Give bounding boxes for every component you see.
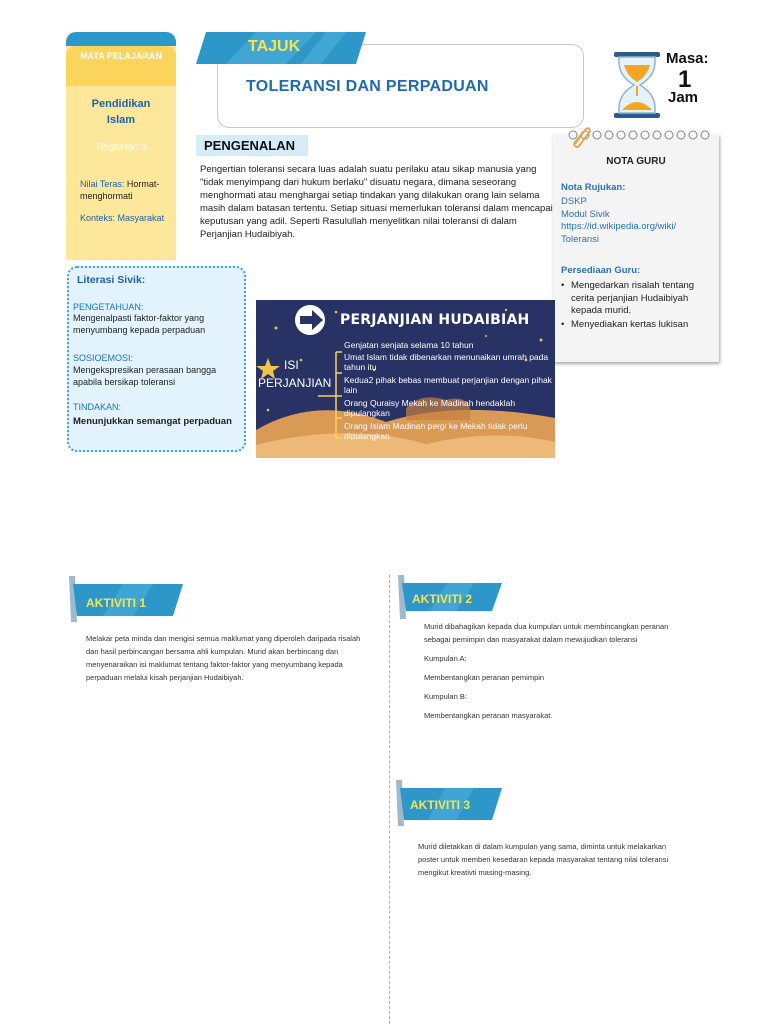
- konteks-value: Masyarakat: [117, 213, 165, 223]
- preparation-item: • Menyediakan kertas lukisan: [561, 319, 711, 332]
- hudaibiah-side-top: ISI: [284, 358, 299, 372]
- hudaibiah-item: Orang Islam Madinah pergi ke Mekah tidak perlu dipulangkan: [344, 421, 528, 441]
- konteks: [80, 212, 176, 224]
- intro-text: Pengertian toleransi secara luas adalah suatu perilaku atau sikap manusia yang "tidak menyimpang dari hukum berlaku" disuatu negara, dimana seseorang menghormati atau menghargai setiap tindakan yang dilakukan orang lain selama masih dalam batasan tertentu. Setiap situasi memerlukan toleransi dalam mencapai keputusan yang adil. Seperti Rasulullah menyelitkan nilai toleransi di dalam Perjanjian Hudaibiyah.: [200, 164, 553, 240]
- reference-item: DSKP: [561, 196, 587, 207]
- hourglass-icon: [612, 52, 662, 118]
- time-value: 1: [678, 66, 692, 93]
- activity-2-text: [424, 620, 688, 722]
- page-title: TOLERANSI DAN PERPADUAN: [246, 78, 489, 95]
- activity-1-paragraph: Melakar peta minda dan mengisi semua maklumat yang diperoleh daripada risalah dan hasil perbincangan bersama ahli kumpulan. Murid akan berbincang dan menyenaraikan isi maklumat tentang faktor-faktor yang menyumbang kepada perpaduan melalui kisah perjanjian Hudaibiyah.: [86, 634, 361, 682]
- hudaibiah-item: Kedua2 pihak bebas membuat perjanjian dengan pihak lain: [344, 375, 552, 395]
- socioemotion-text: Mengekspresikan perasaan bangga apabila bersikap toleransi: [73, 365, 217, 387]
- action-label: TINDAKAN:: [73, 402, 122, 412]
- hudaibiah-item: Umat Islam tidak dibenarkan menunaikan umrah pada tahun itu: [344, 352, 549, 372]
- activity-3-paragraph: Murid diletakkan di dalam kumpulan yang sama, diminta untuk melakarkan poster untuk memberi kesedaran kepada masyarakat tentang nilai toleransi mengikut kreativti masing-masing.: [418, 842, 669, 877]
- time-label: Masa:: [666, 50, 709, 67]
- subject-level: Tingkatan 3: [95, 142, 147, 153]
- activity-2-group-b-task: Membentangkan peranan masyarakat.: [424, 711, 553, 720]
- civic-literacy-box: [67, 266, 246, 452]
- activity-2-label: AKTIVITI 2: [412, 592, 473, 606]
- activity-3-text: [418, 840, 680, 879]
- teacher-note-title: NOTA GURU: [606, 156, 666, 167]
- hudaibiah-title: PERJANJIAN HUDAIBIAH: [340, 312, 530, 328]
- reference-link[interactable]: https://id.wikipedia.org/wiki/: [561, 221, 677, 232]
- activity-1-text: [86, 632, 364, 684]
- teacher-note: [553, 134, 719, 362]
- time-unit: Jam: [668, 89, 699, 106]
- nilai-teras: [80, 178, 170, 202]
- nilai-teras-value: Hormat-menghormati: [80, 179, 160, 201]
- intro-heading: PENGENALAN: [196, 135, 308, 156]
- subject-card: [66, 46, 176, 260]
- reference-label: Nota Rujukan:: [561, 182, 626, 193]
- preparation-item: • Mengedarkan risalah tentang cerita perjanjian Hudaibiyah kepada murid.: [561, 280, 711, 318]
- subject-header: MATA PELAJARAN: [80, 51, 162, 61]
- hudaibiah-item: Genjatan senjata selama 10 tahun: [344, 340, 474, 350]
- activity-2-group-b: Kumpulan B:: [424, 692, 467, 701]
- activity-3-label: AKTIVITI 3: [410, 798, 471, 812]
- activity-2-group-a: Kumpulan A:: [424, 654, 467, 663]
- preparation-list: [561, 280, 711, 332]
- preparation-label: Persediaan Guru:: [561, 265, 641, 276]
- activity-1-label: AKTIVITI 1: [86, 596, 147, 610]
- subject-name: Pendidikan Islam: [91, 98, 151, 126]
- knowledge-text: Mengenalpasti faktor-faktor yang menyumbang kepada perpaduan: [73, 313, 206, 335]
- activity-2-paragraph: Murid dibahagikan kepada dua kumpulan untuk membincangkan peranan sebagai pemimpin dan masyarakat dalam mewujudkan toleransi: [424, 622, 669, 644]
- activity-2-group-a-task: Membentangkan peranan pemimpin: [424, 673, 545, 682]
- reference-item: Toleransi: [561, 233, 600, 245]
- konteks-label: Konteks:: [80, 213, 116, 223]
- civic-literacy-title: Literasi Sivik:: [77, 274, 146, 286]
- hudaibiah-side-bottom: PERJANJIAN: [258, 376, 332, 390]
- reference-item: Modul Sivik: [561, 208, 610, 220]
- socioemotion-label: SOSIOEMOSI:: [73, 353, 134, 363]
- reference-list: [561, 196, 711, 246]
- action-text: Menunjukkan semangat perpaduan: [73, 416, 232, 427]
- hudaibiah-illustration: [256, 300, 555, 458]
- hudaibiah-item: Orang Quraisy Mekah ke Madinah hendaklah dipulangkan: [344, 398, 516, 418]
- hudaibiah-items: [344, 340, 552, 441]
- knowledge-label: PENGETAHUAN:: [73, 302, 144, 312]
- tajuk-label: TAJUK: [248, 38, 301, 55]
- nilai-teras-label: Nilai Teras:: [80, 179, 125, 189]
- paperclip-icon: [569, 126, 591, 148]
